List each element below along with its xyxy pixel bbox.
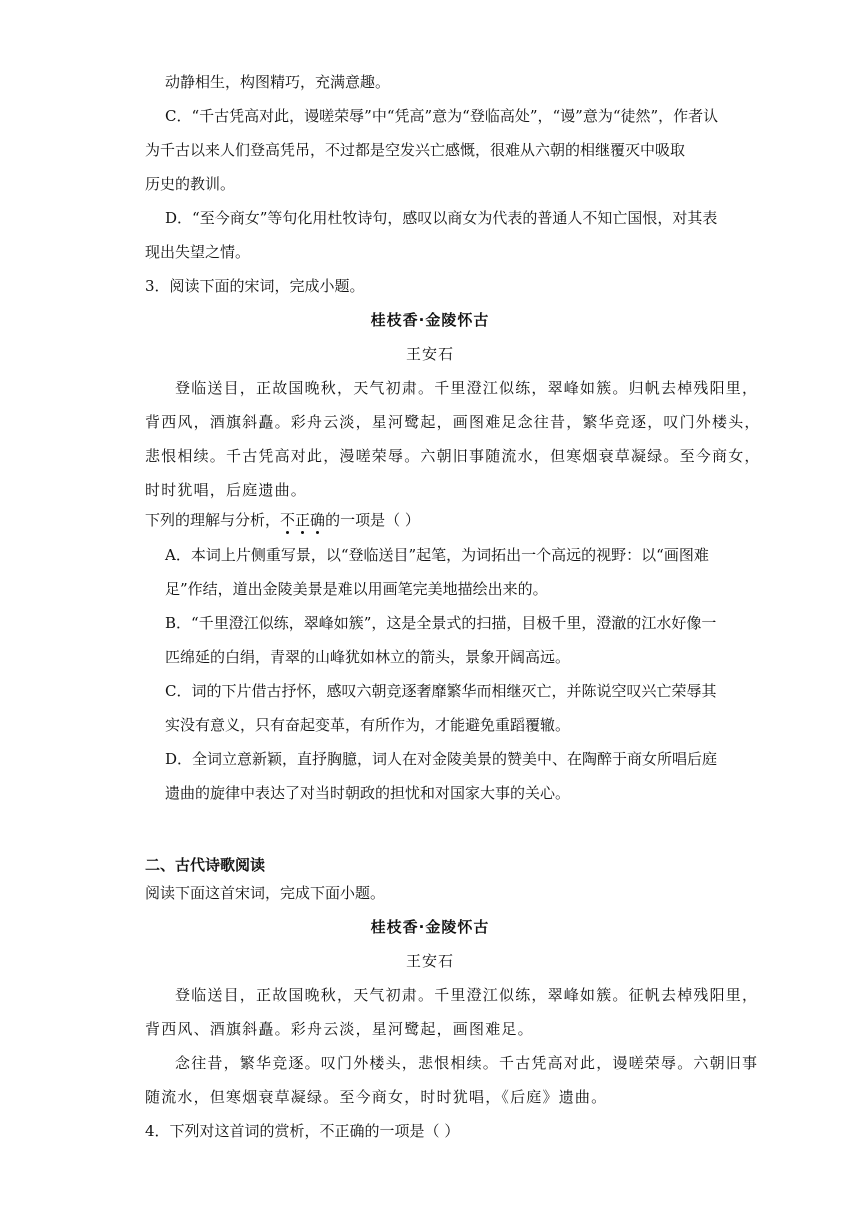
q3-option-a-line2: 足”作结，道出金陵美景是难以用画笔完美地描绘出来的。 [165, 580, 548, 598]
section2-poem-line: 登临送目，正故国晚秋，天气初肃。千里澄江似练，翠峰如簇。征帆去棹残阳里， [175, 986, 759, 1004]
q3-option-d-line2: 遗曲的旋律中表达了对当时朝政的担忧和对国家大事的关心。 [165, 784, 571, 802]
q2-option-d-line1: D．“至今商女”等句化用杜牧诗句，感叹以商女为代表的普通人不知亡国恨，对其表 [165, 209, 718, 227]
q3-option-d-line1: D．全词立意新颖，直抒胸臆，词人在对金陵美景的赞美中、在陶醉于商女所唱后庭 [165, 750, 718, 768]
q2-option-c-line2: 为千古以来人们登高凭吊，不过都是空发兴亡感慨，很难从六朝的相继覆灭中吸取 [145, 141, 686, 159]
q3-poem-line: 时时犹唱，后庭遗曲。 [145, 481, 308, 499]
q3-poem-title: 桂枝香·金陵怀古 [370, 311, 490, 329]
section2-intro: 阅读下面这首宋词，完成下面小题。 [145, 884, 386, 902]
section2-poem-title: 桂枝香·金陵怀古 [370, 918, 490, 936]
section2-poem-line: 随流水，但寒烟衰草凝绿。至今商女，时时犹唱，《后庭》遗曲。 [145, 1088, 608, 1106]
q3-poem-line: 登临送目，正故国晚秋，天气初肃。千里澄江似练，翠峰如簇。归帆去棹残阳里， [175, 379, 759, 397]
emphasis-char: 不 [280, 511, 296, 529]
q2-option-c-line3: 历史的教训。 [145, 175, 236, 193]
q3-poem-line: 背西风，酒旗斜矗。彩舟云淡，星河鹭起，画图难足念往昔，繁华竞逐，叹门外楼头， [145, 413, 761, 431]
stem-text: 的一项是（ ） [325, 511, 420, 529]
q3-option-c-line2: 实没有意义，只有奋起变革，有所作为，才能避免重蹈覆辙。 [165, 716, 571, 734]
q3-poem-author: 王安石 [405, 345, 454, 363]
q3-intro: 3．阅读下面的宋词，完成小题。 [145, 277, 365, 295]
section-heading: 二、古代诗歌阅读 [145, 856, 266, 874]
q3-question-stem [145, 510, 420, 530]
stem-text: 下列的理解与分析， [145, 511, 281, 529]
emphasis-char: 正 [295, 511, 311, 529]
q4-stem: 4．下列对这首词的赏析，不正确的一项是（ ） [145, 1122, 460, 1140]
q3-option-b-line2: 匹绵延的白绢，青翠的山峰犹如林立的箭头，景象开阔高远。 [165, 648, 571, 666]
section2-poem-line: 念往昔，繁华竞逐。叹门外楼头，悲恨相续。千古凭高对此，谩嗟荣辱。六朝旧事 [175, 1054, 759, 1072]
emphasis-char: 确 [310, 511, 326, 529]
q2-option-c-line1: C．“千古凭高对此，谩嗟荣辱”中“凭高”意为“登临高处”，“谩”意为“徒然”，作者认 [165, 107, 719, 125]
q2-option-b-continuation: 动静相生，构图精巧，充满意趣。 [165, 73, 391, 91]
section2-poem-author: 王安石 [405, 952, 454, 970]
q3-poem-line: 悲恨相续。千古凭高对此，漫嗟荣辱。六朝旧事随流水，但寒烟衰草凝绿。至今商女， [145, 447, 761, 465]
section2-poem-line: 背西风、酒旗斜矗。彩舟云淡，星河鹭起，画图难足。 [145, 1020, 534, 1038]
q3-option-c-line1: C．词的下片借古抒怀，感叹六朝竞逐奢靡繁华而相继灭亡，并陈说空叹兴亡荣辱其 [165, 682, 717, 700]
q3-option-a-line1: A．本词上片侧重写景，以“登临送目”起笔，为词拓出一个高远的视野：以“画图难 [165, 546, 709, 564]
q2-option-d-line2: 现出失望之情。 [145, 243, 251, 261]
q3-option-b-line1: B．“千里澄江似练，翠峰如簇”，这是全景式的扫描，目极千里，澄澈的江水好像一 [165, 614, 717, 632]
